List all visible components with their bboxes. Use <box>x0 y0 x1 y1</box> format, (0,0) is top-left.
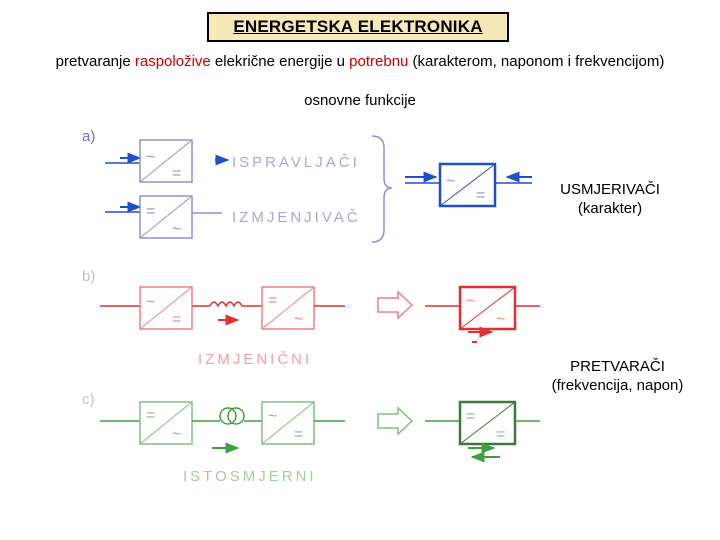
pretvaraci-subtitle: (frekvencija, napon) <box>551 377 684 394</box>
rectifier-dc-symbol: = <box>172 165 182 182</box>
ac-converter-ac-symbol-out: ~ <box>496 311 506 328</box>
usmjerivaci-title: USMJERIVAČI <box>560 181 660 198</box>
dc-converter-dc-symbol-in: = <box>466 408 476 425</box>
usmjerivaci-subtitle: (karakter) <box>577 200 643 217</box>
equivalence-arrow-icon <box>378 292 412 318</box>
ac-inverter-dc-symbol: = <box>268 292 278 309</box>
ac-rectifier-dc-symbol: = <box>172 311 182 328</box>
dc-converter-dc-symbol-out: = <box>496 426 506 443</box>
usmjerivac-dc-symbol: = <box>476 187 486 204</box>
dc-inverter-dc-symbol: = <box>146 407 156 424</box>
subtitle-highlight-available: raspoložive <box>134 53 211 70</box>
page-title: ENERGETSKA ELEKTRONIKA <box>233 17 483 36</box>
group-c-dc-converters <box>82 391 540 485</box>
group-c-label: ISTOSMJERNI <box>183 468 317 485</box>
pretvaraci-title: PRETVARAČI <box>570 358 665 375</box>
dc-inverter-ac-symbol: ~ <box>172 426 182 443</box>
inductor-icon <box>210 302 242 306</box>
rectifier-label: ISPRAVLJAČI <box>232 154 360 171</box>
group-b-ac-converters <box>82 268 540 368</box>
dc-rectifier-dc-symbol: = <box>294 426 304 443</box>
ac-rectifier-ac-symbol: ~ <box>146 294 156 311</box>
group-c-marker: c) <box>82 391 95 408</box>
inverter-label: IZMJENJIVAČ <box>232 209 361 226</box>
ac-converter-ac-symbol-in: ~ <box>466 293 476 310</box>
subtitle-highlight-required: potrebnu <box>349 53 409 70</box>
inverter-dc-symbol: = <box>146 203 156 220</box>
inverter-ac-symbol: ~ <box>172 221 182 238</box>
subtitle-part2: elekrične energije u <box>210 53 350 70</box>
group-a-marker: a) <box>82 128 96 145</box>
group-a-brace <box>372 136 392 242</box>
group-b-label: IZMJENIČNI <box>198 351 313 368</box>
equivalence-arrow-green-icon <box>378 408 412 434</box>
group-a-rectifiers <box>82 128 532 242</box>
dc-rectifier-ac-symbol: ~ <box>268 408 278 425</box>
group-b-marker: b) <box>82 268 96 285</box>
subtitle-part3: (karakterom, naponom i frekvencijom) <box>408 53 665 70</box>
usmjerivac-ac-symbol: ~ <box>446 173 456 190</box>
subtitle-part1: pretvaranje <box>55 53 135 70</box>
section-heading: osnovne funkcije <box>304 92 416 109</box>
ac-inverter-ac-symbol: ~ <box>294 311 304 328</box>
rectifier-ac-symbol: ~ <box>146 149 156 166</box>
